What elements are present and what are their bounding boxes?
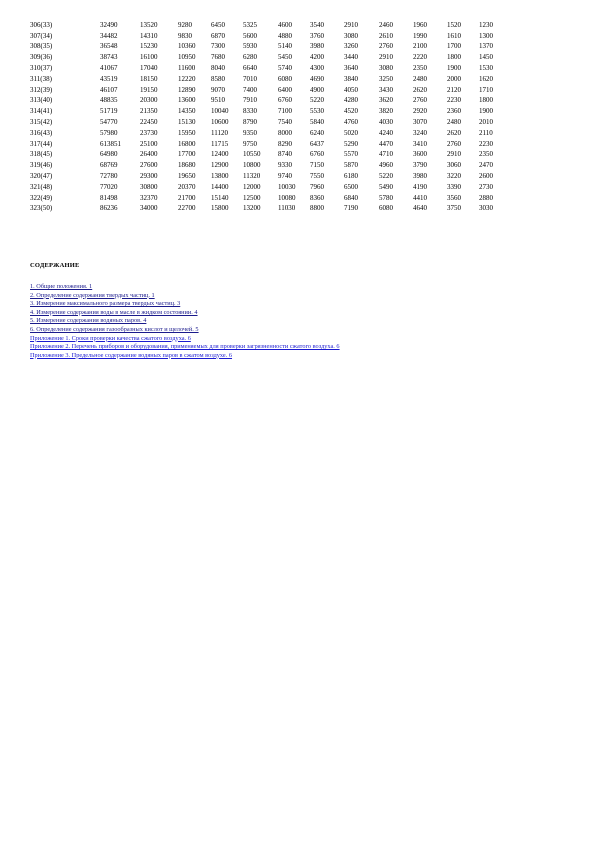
table-row-label: 307(34) (30, 31, 53, 40)
table-cell: 5600 (243, 31, 257, 40)
table-cell: 2230 (479, 139, 493, 148)
table-cell: 12900 (211, 161, 229, 170)
table-cell: 19650 (178, 172, 196, 181)
toc-link-appendix-2[interactable]: Приложение 2. Перечень приборов и оборудования, применяемых для проверки загрязненности сжатого воздуха. 6 (30, 343, 340, 351)
table-row-label: 323(50) (30, 204, 53, 213)
table-cell: 3820 (379, 107, 393, 116)
table-cell: 1450 (479, 53, 493, 62)
table-cell: 20370 (178, 182, 196, 191)
table-cell: 27600 (140, 161, 158, 170)
table-cell: 3540 (310, 20, 324, 29)
table-cell: 2350 (479, 150, 493, 159)
table-cell: 5740 (278, 64, 292, 73)
table-cell: 4640 (413, 204, 427, 213)
toc-item (30, 317, 340, 326)
table-row (30, 42, 509, 53)
saturation-table (30, 20, 509, 214)
table-cell: 32370 (140, 193, 158, 202)
table-cell: 1710 (479, 85, 493, 94)
table-cell: 4300 (310, 64, 324, 73)
table-cell: 12890 (178, 85, 196, 94)
table-of-contents (30, 283, 340, 360)
table-cell: 3440 (344, 53, 358, 62)
table-cell: 11600 (178, 64, 196, 73)
table-cell: 5930 (243, 42, 257, 51)
table-cell: 6640 (243, 64, 257, 73)
table-cell: 3750 (447, 204, 461, 213)
table-cell: 36548 (100, 42, 118, 51)
table-cell: 4900 (310, 85, 324, 94)
table-cell: 4470 (379, 139, 393, 148)
table-cell: 6870 (211, 31, 225, 40)
table-cell: 77020 (100, 182, 118, 191)
table-cell: 3060 (447, 161, 461, 170)
toc-link-5[interactable]: 5. Измерение содержания водяных паров. 4 (30, 317, 147, 325)
table-row (30, 96, 509, 107)
table-cell: 6080 (379, 204, 393, 213)
table-cell: 14400 (211, 182, 229, 191)
table-row (30, 139, 509, 150)
toc-item (30, 292, 340, 301)
table-cell: 1800 (479, 96, 493, 105)
table-cell: 16100 (140, 53, 158, 62)
table-row-label: 318(45) (30, 150, 53, 159)
table-cell: 2920 (413, 107, 427, 116)
table-cell: 2620 (447, 128, 461, 137)
table-cell: 3080 (344, 31, 358, 40)
table-cell: 2620 (413, 85, 427, 94)
table-row (30, 171, 509, 182)
table-cell: 4960 (379, 161, 393, 170)
toc-item (30, 335, 340, 344)
table-cell: 14310 (140, 31, 158, 40)
table-cell: 2230 (447, 96, 461, 105)
table-row-label: 309(36) (30, 53, 53, 62)
table-cell: 8040 (211, 64, 225, 73)
table-cell: 3220 (447, 172, 461, 181)
toc-item (30, 326, 340, 335)
table-cell: 25100 (140, 139, 158, 148)
table-row-label: 316(43) (30, 128, 53, 137)
table-row-label: 311(38) (30, 74, 52, 83)
table-cell: 8740 (278, 150, 292, 159)
table-cell: 1700 (447, 42, 461, 51)
table-cell: 613851 (100, 139, 121, 148)
table-cell: 5220 (310, 96, 324, 105)
table-cell: 4410 (413, 193, 427, 202)
table-cell: 1620 (479, 74, 493, 83)
table-cell: 2610 (379, 31, 393, 40)
table-cell: 2910 (379, 53, 393, 62)
table-cell: 2350 (413, 64, 427, 73)
table-cell: 7400 (243, 85, 257, 94)
table-cell: 12500 (243, 193, 261, 202)
table-cell: 1520 (447, 20, 461, 29)
toc-link-3[interactable]: 3. Измерение максимального размера твердых частиц. 3 (30, 300, 181, 308)
table-cell: 7100 (278, 107, 292, 116)
table-cell: 46107 (100, 85, 118, 94)
table-cell: 3250 (379, 74, 393, 83)
table-cell: 3980 (310, 42, 324, 51)
table-cell: 8330 (243, 107, 257, 116)
table-cell: 23730 (140, 128, 158, 137)
table-cell: 4280 (344, 96, 358, 105)
table-row (30, 150, 509, 161)
table-cell: 2360 (447, 107, 461, 116)
table-cell: 18680 (178, 161, 196, 170)
table-cell: 20300 (140, 96, 158, 105)
table-cell: 7150 (310, 161, 324, 170)
table-cell: 10600 (211, 118, 229, 127)
toc-link-1[interactable]: 1. Общие положения. 1 (30, 283, 93, 290)
table-cell: 11030 (278, 204, 296, 213)
toc-title: СОДЕРЖАНИЕ (30, 262, 80, 269)
table-cell: 51719 (100, 107, 118, 116)
table-cell: 8800 (310, 204, 324, 213)
table-cell: 4600 (278, 20, 292, 29)
table-cell: 5490 (379, 182, 393, 191)
table-cell: 2480 (447, 118, 461, 127)
table-cell: 15230 (140, 42, 158, 51)
table-cell: 6450 (211, 20, 225, 29)
table-cell: 29300 (140, 172, 158, 181)
table-cell: 10040 (211, 107, 229, 116)
table-cell: 10800 (243, 161, 261, 170)
table-cell: 3080 (379, 64, 393, 73)
table-cell: 9330 (278, 161, 292, 170)
table-cell: 3790 (413, 161, 427, 170)
table-row-label: 314(41) (30, 107, 53, 116)
table-cell: 10030 (278, 182, 296, 191)
table-cell: 16800 (178, 139, 196, 148)
table-row-label: 320(47) (30, 172, 53, 181)
toc-link-6[interactable]: 6. Определение содержания газообразных кислот и щелочей. 5 (30, 325, 199, 333)
table-cell: 15950 (178, 128, 196, 137)
table-cell: 30800 (140, 182, 158, 191)
table-cell: 38743 (100, 53, 118, 62)
table-cell: 3410 (413, 139, 427, 148)
table-cell: 3640 (344, 64, 358, 73)
table-cell: 57980 (100, 128, 118, 137)
table-cell: 4050 (344, 85, 358, 94)
table-cell: 2730 (479, 182, 493, 191)
table-cell: 19150 (140, 85, 158, 94)
table-cell: 7680 (211, 53, 225, 62)
table-cell: 2460 (379, 20, 393, 29)
toc-item (30, 300, 340, 309)
table-cell: 6180 (344, 172, 358, 181)
table-cell: 7300 (211, 42, 225, 51)
table-cell: 3840 (344, 74, 358, 83)
table-cell: 1900 (479, 107, 493, 116)
table-cell: 2910 (344, 20, 358, 29)
table-cell: 3600 (413, 150, 427, 159)
table-cell: 5840 (310, 118, 324, 127)
table-row-label: 312(39) (30, 85, 53, 94)
table-cell: 10080 (278, 193, 296, 202)
table-cell: 3620 (379, 96, 393, 105)
table-cell: 81498 (100, 193, 118, 202)
table-cell: 10360 (178, 42, 196, 51)
toc-link-2[interactable]: 2. Определение содержания твердых частиц. 1 (30, 291, 155, 299)
table-row (30, 193, 509, 204)
table-cell: 7550 (310, 172, 324, 181)
table-cell: 1990 (413, 31, 427, 40)
table-cell: 6760 (278, 96, 292, 105)
table-cell: 41067 (100, 64, 118, 73)
table-row-label: 319(46) (30, 161, 53, 170)
table-cell: 1800 (447, 53, 461, 62)
table-row (30, 52, 509, 63)
table-cell: 1370 (479, 42, 493, 51)
table-cell: 18150 (140, 74, 158, 83)
table-row (30, 106, 509, 117)
table-cell: 7960 (310, 182, 324, 191)
table-row-label: 308(35) (30, 42, 53, 51)
toc-item (30, 343, 340, 352)
table-cell: 3260 (344, 42, 358, 51)
toc-item (30, 352, 340, 361)
table-cell: 6400 (278, 85, 292, 94)
toc-link-appendix-1[interactable]: Приложение 1. Сроки проверки качества сжатого воздуха. 6 (30, 334, 191, 342)
table-row (30, 160, 509, 171)
table-cell: 1960 (413, 20, 427, 29)
table-cell: 3070 (413, 118, 427, 127)
table-cell: 2880 (479, 193, 493, 202)
table-cell: 13800 (211, 172, 229, 181)
table-cell: 10950 (178, 53, 196, 62)
table-cell: 2760 (447, 139, 461, 148)
table-cell: 15140 (211, 193, 229, 202)
table-cell: 3560 (447, 193, 461, 202)
table-cell: 4190 (413, 182, 427, 191)
table-cell: 5220 (379, 172, 393, 181)
table-cell: 11715 (211, 139, 229, 148)
table-cell: 6080 (278, 74, 292, 83)
table-cell: 2120 (447, 85, 461, 94)
table-cell: 5325 (243, 20, 257, 29)
table-cell: 8000 (278, 128, 292, 137)
table-cell: 8360 (310, 193, 324, 202)
table-cell: 5140 (278, 42, 292, 51)
table-cell: 12000 (243, 182, 261, 191)
table-cell: 2470 (479, 161, 493, 170)
table-cell: 4690 (310, 74, 324, 83)
table-cell: 4030 (379, 118, 393, 127)
table-cell: 6280 (243, 53, 257, 62)
table-cell: 86236 (100, 204, 118, 213)
table-cell: 22700 (178, 204, 196, 213)
table-row-label: 306(33) (30, 20, 53, 29)
table-cell: 2760 (379, 42, 393, 51)
table-cell: 9070 (211, 85, 225, 94)
table-cell: 9830 (178, 31, 192, 40)
table-row (30, 74, 509, 85)
table-cell: 72780 (100, 172, 118, 181)
table-cell: 9510 (211, 96, 225, 105)
table-cell: 5870 (344, 161, 358, 170)
table-cell: 4200 (310, 53, 324, 62)
table-cell: 15130 (178, 118, 196, 127)
table-cell: 7910 (243, 96, 257, 105)
table-cell: 2100 (413, 42, 427, 51)
table-cell: 12400 (211, 150, 229, 159)
table-cell: 8790 (243, 118, 257, 127)
toc-link-appendix-3[interactable]: Приложение 3. Предельное содержание водяных паров в сжатом воздухе. 6 (30, 351, 233, 359)
table-cell: 2000 (447, 74, 461, 83)
table-cell: 2480 (413, 74, 427, 83)
table-row (30, 63, 509, 74)
table-cell: 1230 (479, 20, 493, 29)
table-cell: 2600 (479, 172, 493, 181)
table-cell: 43519 (100, 74, 118, 83)
table-cell: 34000 (140, 204, 158, 213)
table-cell: 4520 (344, 107, 358, 116)
table-cell: 4240 (379, 128, 393, 137)
table-cell: 13600 (178, 96, 196, 105)
table-cell: 5570 (344, 150, 358, 159)
table-cell: 68769 (100, 161, 118, 170)
toc-link-4[interactable]: 4. Измерение содержания воды в масле в жидком состоянии. 4 (30, 308, 198, 316)
table-row (30, 31, 509, 42)
table-cell: 6240 (310, 128, 324, 137)
table-row-label: 321(48) (30, 182, 53, 191)
table-cell: 9280 (178, 20, 192, 29)
table-row (30, 117, 509, 128)
table-cell: 6500 (344, 182, 358, 191)
table-cell: 7540 (278, 118, 292, 127)
table-cell: 21350 (140, 107, 158, 116)
table-cell: 12220 (178, 74, 196, 83)
table-cell: 17700 (178, 150, 196, 159)
table-cell: 2110 (479, 128, 493, 137)
table-cell: 54770 (100, 118, 118, 127)
table-cell: 10550 (243, 150, 261, 159)
table-cell: 3760 (310, 31, 324, 40)
table-cell: 3980 (413, 172, 427, 181)
table-cell: 1300 (479, 31, 493, 40)
table-cell: 9350 (243, 128, 257, 137)
table-cell: 21700 (178, 193, 196, 202)
table-cell: 3390 (447, 182, 461, 191)
table-cell: 1900 (447, 64, 461, 73)
table-cell: 6760 (310, 150, 324, 159)
table-cell: 48835 (100, 96, 118, 105)
table-cell: 13520 (140, 20, 158, 29)
table-cell: 8290 (278, 139, 292, 148)
table-cell: 4880 (278, 31, 292, 40)
toc-item (30, 283, 340, 292)
table-cell: 3240 (413, 128, 427, 137)
table-cell: 11120 (211, 128, 228, 137)
table-cell: 2220 (413, 53, 427, 62)
table-row-label: 313(40) (30, 96, 53, 105)
table-cell: 2760 (413, 96, 427, 105)
table-cell: 13200 (243, 204, 261, 213)
table-row-label: 322(49) (30, 193, 53, 202)
table-cell: 11320 (243, 172, 261, 181)
table-cell: 3430 (379, 85, 393, 94)
table-body (30, 20, 509, 214)
table-cell: 2010 (479, 118, 493, 127)
table-cell: 15800 (211, 204, 229, 213)
table-row (30, 182, 509, 193)
table-row (30, 85, 509, 96)
table-cell: 7190 (344, 204, 358, 213)
table-cell: 26400 (140, 150, 158, 159)
table-cell: 1530 (479, 64, 493, 73)
table-cell: 5450 (278, 53, 292, 62)
toc-item (30, 309, 340, 318)
table-cell: 4760 (344, 118, 358, 127)
table-cell: 5020 (344, 128, 358, 137)
table-cell: 5530 (310, 107, 324, 116)
table-row-label: 315(42) (30, 118, 53, 127)
table-row (30, 128, 509, 139)
table-cell: 5780 (379, 193, 393, 202)
table-cell: 4710 (379, 150, 393, 159)
table-row-label: 317(44) (30, 139, 53, 148)
table-cell: 5290 (344, 139, 358, 148)
table-cell: 3030 (479, 204, 493, 213)
table-cell: 22450 (140, 118, 158, 127)
table-cell: 64980 (100, 150, 118, 159)
table-cell: 34482 (100, 31, 118, 40)
table-cell: 32490 (100, 20, 118, 29)
table-cell: 8580 (211, 74, 225, 83)
table-cell: 6437 (310, 139, 324, 148)
table-cell: 9740 (278, 172, 292, 181)
table-cell: 6840 (344, 193, 358, 202)
table-cell: 17040 (140, 64, 158, 73)
table-cell: 9750 (243, 139, 257, 148)
table-cell: 14350 (178, 107, 196, 116)
table-cell: 1610 (447, 31, 461, 40)
table-row (30, 20, 509, 31)
table-cell: 7010 (243, 74, 257, 83)
table-row (30, 204, 509, 215)
table-row-label: 310(37) (30, 64, 53, 73)
table-cell: 2910 (447, 150, 461, 159)
